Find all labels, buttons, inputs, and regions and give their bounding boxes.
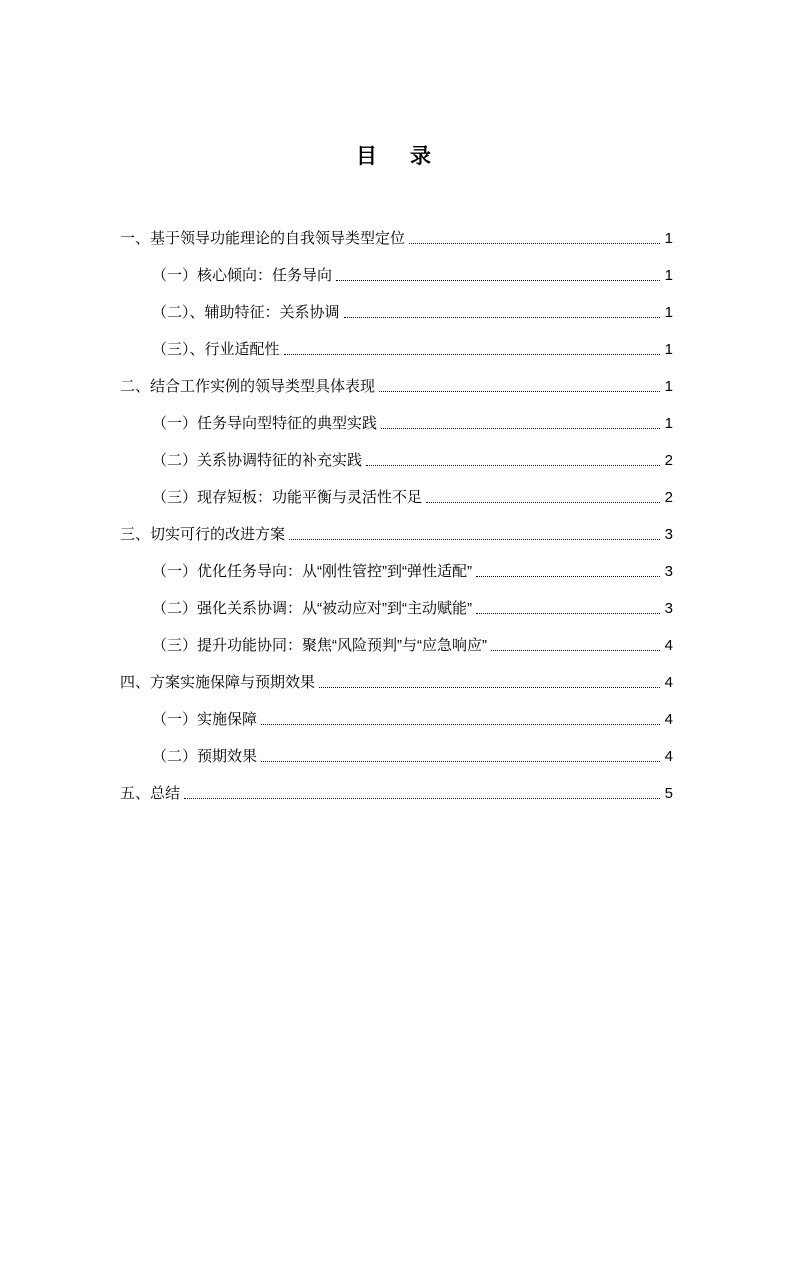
- toc-leader-dots: [366, 464, 660, 466]
- toc-page-number: 1: [664, 230, 673, 247]
- toc-entry[interactable]: [120, 526, 673, 544]
- toc-entry-label: （二）强化关系协调：从“被动应对”到“主动赋能”: [152, 600, 472, 617]
- toc-leader-dots: [284, 353, 660, 355]
- toc-entry-label: （三）现存短板：功能平衡与灵活性不足: [152, 489, 423, 506]
- toc-leader-dots: [184, 797, 660, 799]
- toc-entry[interactable]: [120, 674, 673, 692]
- toc-leader-dots: [261, 723, 660, 725]
- toc-entry[interactable]: [120, 600, 673, 618]
- toc-entry-label: （一）任务导向型特征的典型实践: [152, 415, 378, 432]
- toc-entry[interactable]: [120, 489, 673, 507]
- toc-page-number: 1: [664, 267, 673, 284]
- toc-entry[interactable]: [120, 267, 673, 285]
- toc-entry[interactable]: [120, 415, 673, 433]
- toc-entry-label: 五、总结: [120, 785, 181, 802]
- toc-entry-label: 二、结合工作实例的领导类型具体表现: [120, 378, 376, 395]
- document-page: [0, 140, 793, 1262]
- toc-entry-label: （一）核心倾向：任务导向: [152, 267, 333, 284]
- toc-page-number: 1: [664, 378, 673, 395]
- toc-leader-dots: [381, 427, 660, 429]
- toc-entry-label: （一）实施保障: [152, 711, 258, 728]
- toc-leader-dots: [379, 390, 660, 392]
- toc-leader-dots: [426, 501, 660, 503]
- toc-entry-label: （二）、辅助特征：关系协调: [152, 304, 340, 321]
- toc-leader-dots: [336, 279, 660, 281]
- toc-leader-dots: [409, 242, 660, 244]
- toc-entry[interactable]: [120, 748, 673, 766]
- toc-entry-label: （三）提升功能协同：聚焦“风险预判”与“应急响应”: [152, 637, 487, 654]
- toc-entry-label: 一、基于领导功能理论的自我领导类型定位: [120, 230, 406, 247]
- toc-page-number: 3: [664, 526, 673, 543]
- toc-page-number: 2: [664, 489, 673, 506]
- toc-entry[interactable]: [120, 230, 673, 248]
- toc-entry[interactable]: [120, 304, 673, 322]
- toc-leader-dots: [344, 316, 660, 318]
- toc-leader-dots: [319, 686, 660, 688]
- toc-entry-label: （三）、行业适配性: [152, 341, 280, 358]
- page-title: 目 录: [356, 145, 437, 168]
- toc-page-number: 3: [664, 600, 673, 617]
- toc-page-number: 3: [664, 563, 673, 580]
- toc-entry-label: 三、切实可行的改进方案: [120, 526, 286, 543]
- toc-leader-dots: [476, 575, 660, 577]
- toc-page-number: 4: [664, 674, 673, 691]
- toc-leader-dots: [261, 760, 660, 762]
- toc-page-number: 2: [664, 452, 673, 469]
- toc-entry[interactable]: [120, 711, 673, 729]
- toc-entry[interactable]: [120, 452, 673, 470]
- toc-page-number: 4: [664, 637, 673, 654]
- toc-leader-dots: [491, 649, 660, 651]
- toc-page-number: 5: [664, 785, 673, 802]
- toc-entry-label: 四、方案实施保障与预期效果: [120, 674, 316, 691]
- toc-page-number: 1: [664, 304, 673, 321]
- toc-entry-label: （二）关系协调特征的补充实践: [152, 452, 363, 469]
- toc-page-number: 1: [664, 415, 673, 432]
- toc-leader-dots: [289, 538, 660, 540]
- toc-leader-dots: [476, 612, 660, 614]
- toc-entry[interactable]: [120, 785, 673, 803]
- toc-page-number: 4: [664, 748, 673, 765]
- table-of-contents: [0, 230, 793, 803]
- toc-entry-label: （一）优化任务导向：从“刚性管控”到“弹性适配”: [152, 563, 472, 580]
- toc-entry[interactable]: [120, 378, 673, 396]
- toc-entry[interactable]: [120, 563, 673, 581]
- toc-entry[interactable]: [120, 341, 673, 359]
- toc-page-number: 1: [664, 341, 673, 358]
- toc-entry[interactable]: [120, 637, 673, 655]
- toc-page-number: 4: [664, 711, 673, 728]
- toc-entry-label: （二）预期效果: [152, 748, 258, 765]
